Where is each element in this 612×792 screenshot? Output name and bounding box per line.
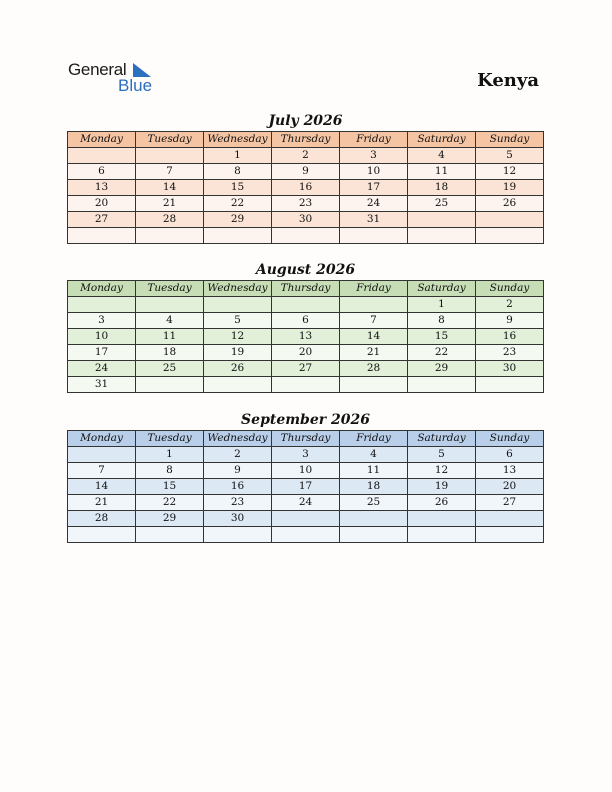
day-cell: 7 [340,313,408,329]
day-cell [204,297,272,313]
month-august [67,260,544,393]
day-cell [68,228,136,244]
day-cell: 30 [272,212,340,228]
day-cell: 31 [340,212,408,228]
day-cell: 21 [68,495,136,511]
day-cell: 28 [68,511,136,527]
day-cell: 10 [272,463,340,479]
day-cell [68,447,136,463]
day-cell: 4 [340,447,408,463]
logo-text-blue: Blue [118,76,153,95]
weekday-header: Thursday [272,431,340,447]
day-cell: 14 [340,329,408,345]
day-cell: 1 [204,148,272,164]
weekday-header: Wednesday [204,132,272,148]
day-cell: 29 [136,511,204,527]
week-row [68,479,544,495]
day-cell: 13 [476,463,544,479]
day-cell [340,377,408,393]
day-cell: 5 [408,447,476,463]
day-cell: 27 [476,495,544,511]
day-cell: 14 [136,180,204,196]
day-cell [136,527,204,543]
weekday-header: Friday [340,431,408,447]
day-cell: 2 [476,297,544,313]
week-row [68,297,544,313]
day-cell: 20 [272,345,340,361]
day-cell: 12 [476,164,544,180]
day-cell: 29 [204,212,272,228]
weekday-header: Friday [340,281,408,297]
weekday-header: Tuesday [136,132,204,148]
day-cell: 9 [476,313,544,329]
day-cell [272,377,340,393]
day-cell [68,148,136,164]
day-cell [340,228,408,244]
week-row [68,180,544,196]
day-cell [476,511,544,527]
month-title: July 2026 [268,113,343,129]
day-cell: 12 [408,463,476,479]
week-row [68,196,544,212]
day-cell: 5 [476,148,544,164]
month-september [67,410,544,543]
day-cell [136,377,204,393]
day-cell: 22 [204,196,272,212]
weekday-header-row [68,431,544,447]
day-cell [340,527,408,543]
day-cell: 24 [68,361,136,377]
day-cell: 15 [204,180,272,196]
logo-text-general: General [68,60,127,79]
day-cell [476,228,544,244]
day-cell [68,297,136,313]
day-cell: 9 [272,164,340,180]
logo [68,60,168,96]
month-july [67,111,544,244]
day-cell: 28 [340,361,408,377]
week-row [68,377,544,393]
weekday-header: Monday [68,431,136,447]
day-cell: 8 [408,313,476,329]
weekday-header: Thursday [272,132,340,148]
weekday-header: Saturday [408,431,476,447]
day-cell: 20 [68,196,136,212]
day-cell [204,527,272,543]
weekday-header: Wednesday [204,281,272,297]
day-cell: 21 [136,196,204,212]
day-cell [408,527,476,543]
day-cell: 6 [476,447,544,463]
day-cell [408,511,476,527]
day-cell [476,527,544,543]
day-cell: 18 [408,180,476,196]
weekday-header: Friday [340,132,408,148]
day-cell [340,511,408,527]
weekday-header: Monday [68,281,136,297]
week-row [68,345,544,361]
day-cell: 30 [204,511,272,527]
week-row [68,495,544,511]
weekday-header: Tuesday [136,281,204,297]
week-row [68,361,544,377]
day-cell: 13 [68,180,136,196]
day-cell: 28 [136,212,204,228]
day-cell: 3 [340,148,408,164]
day-cell: 20 [476,479,544,495]
day-cell: 3 [272,447,340,463]
calendar-table [67,131,544,244]
day-cell: 5 [204,313,272,329]
month-title: September 2026 [241,412,370,428]
day-cell: 3 [68,313,136,329]
day-cell: 21 [340,345,408,361]
day-cell: 16 [272,180,340,196]
day-cell [68,527,136,543]
day-cell: 9 [204,463,272,479]
day-cell [340,297,408,313]
day-cell: 1 [136,447,204,463]
day-cell: 26 [204,361,272,377]
day-cell: 31 [68,377,136,393]
day-cell: 22 [408,345,476,361]
day-cell: 26 [408,495,476,511]
day-cell: 6 [272,313,340,329]
day-cell: 10 [340,164,408,180]
day-cell: 12 [204,329,272,345]
week-row [68,329,544,345]
day-cell [476,377,544,393]
day-cell: 6 [68,164,136,180]
week-row [68,228,544,244]
day-cell [136,148,204,164]
day-cell: 15 [136,479,204,495]
day-cell: 29 [408,361,476,377]
day-cell [136,297,204,313]
day-cell: 19 [204,345,272,361]
day-cell: 16 [476,329,544,345]
day-cell [272,511,340,527]
day-cell [204,377,272,393]
weekday-header: Sunday [476,281,544,297]
day-cell: 4 [136,313,204,329]
day-cell: 19 [476,180,544,196]
day-cell [408,377,476,393]
week-row [68,148,544,164]
day-cell: 8 [136,463,204,479]
day-cell: 7 [136,164,204,180]
day-cell: 8 [204,164,272,180]
day-cell: 25 [408,196,476,212]
day-cell: 13 [272,329,340,345]
weekday-header: Sunday [476,431,544,447]
day-cell [408,228,476,244]
day-cell: 11 [408,164,476,180]
day-cell: 14 [68,479,136,495]
weekday-header-row [68,132,544,148]
day-cell: 23 [204,495,272,511]
day-cell: 22 [136,495,204,511]
weekday-header-row [68,281,544,297]
week-row [68,313,544,329]
country-title: Kenya [477,70,539,91]
day-cell: 23 [476,345,544,361]
day-cell [136,228,204,244]
day-cell: 24 [340,196,408,212]
day-cell: 18 [340,479,408,495]
day-cell: 26 [476,196,544,212]
day-cell [272,297,340,313]
week-row [68,212,544,228]
day-cell: 17 [68,345,136,361]
day-cell: 23 [272,196,340,212]
weekday-header: Wednesday [204,431,272,447]
day-cell: 4 [408,148,476,164]
day-cell: 15 [408,329,476,345]
day-cell [476,212,544,228]
calendar-table [67,280,544,393]
week-row [68,527,544,543]
day-cell [272,527,340,543]
day-cell [272,228,340,244]
week-row [68,463,544,479]
weekday-header: Tuesday [136,431,204,447]
week-row [68,164,544,180]
day-cell: 19 [408,479,476,495]
day-cell: 10 [68,329,136,345]
day-cell: 30 [476,361,544,377]
day-cell: 11 [340,463,408,479]
day-cell: 1 [408,297,476,313]
month-title: August 2026 [255,262,356,278]
day-cell: 2 [272,148,340,164]
day-cell: 27 [272,361,340,377]
weekday-header: Saturday [408,281,476,297]
day-cell: 25 [340,495,408,511]
week-row [68,447,544,463]
day-cell [408,212,476,228]
day-cell: 17 [272,479,340,495]
day-cell: 27 [68,212,136,228]
day-cell [204,228,272,244]
day-cell: 24 [272,495,340,511]
weekday-header: Monday [68,132,136,148]
day-cell: 25 [136,361,204,377]
day-cell: 18 [136,345,204,361]
week-row [68,511,544,527]
day-cell: 7 [68,463,136,479]
day-cell: 16 [204,479,272,495]
day-cell: 2 [204,447,272,463]
weekday-header: Sunday [476,132,544,148]
weekday-header: Thursday [272,281,340,297]
logo-triangle-icon [133,63,151,77]
day-cell: 11 [136,329,204,345]
day-cell: 17 [340,180,408,196]
calendar-table [67,430,544,543]
weekday-header: Saturday [408,132,476,148]
